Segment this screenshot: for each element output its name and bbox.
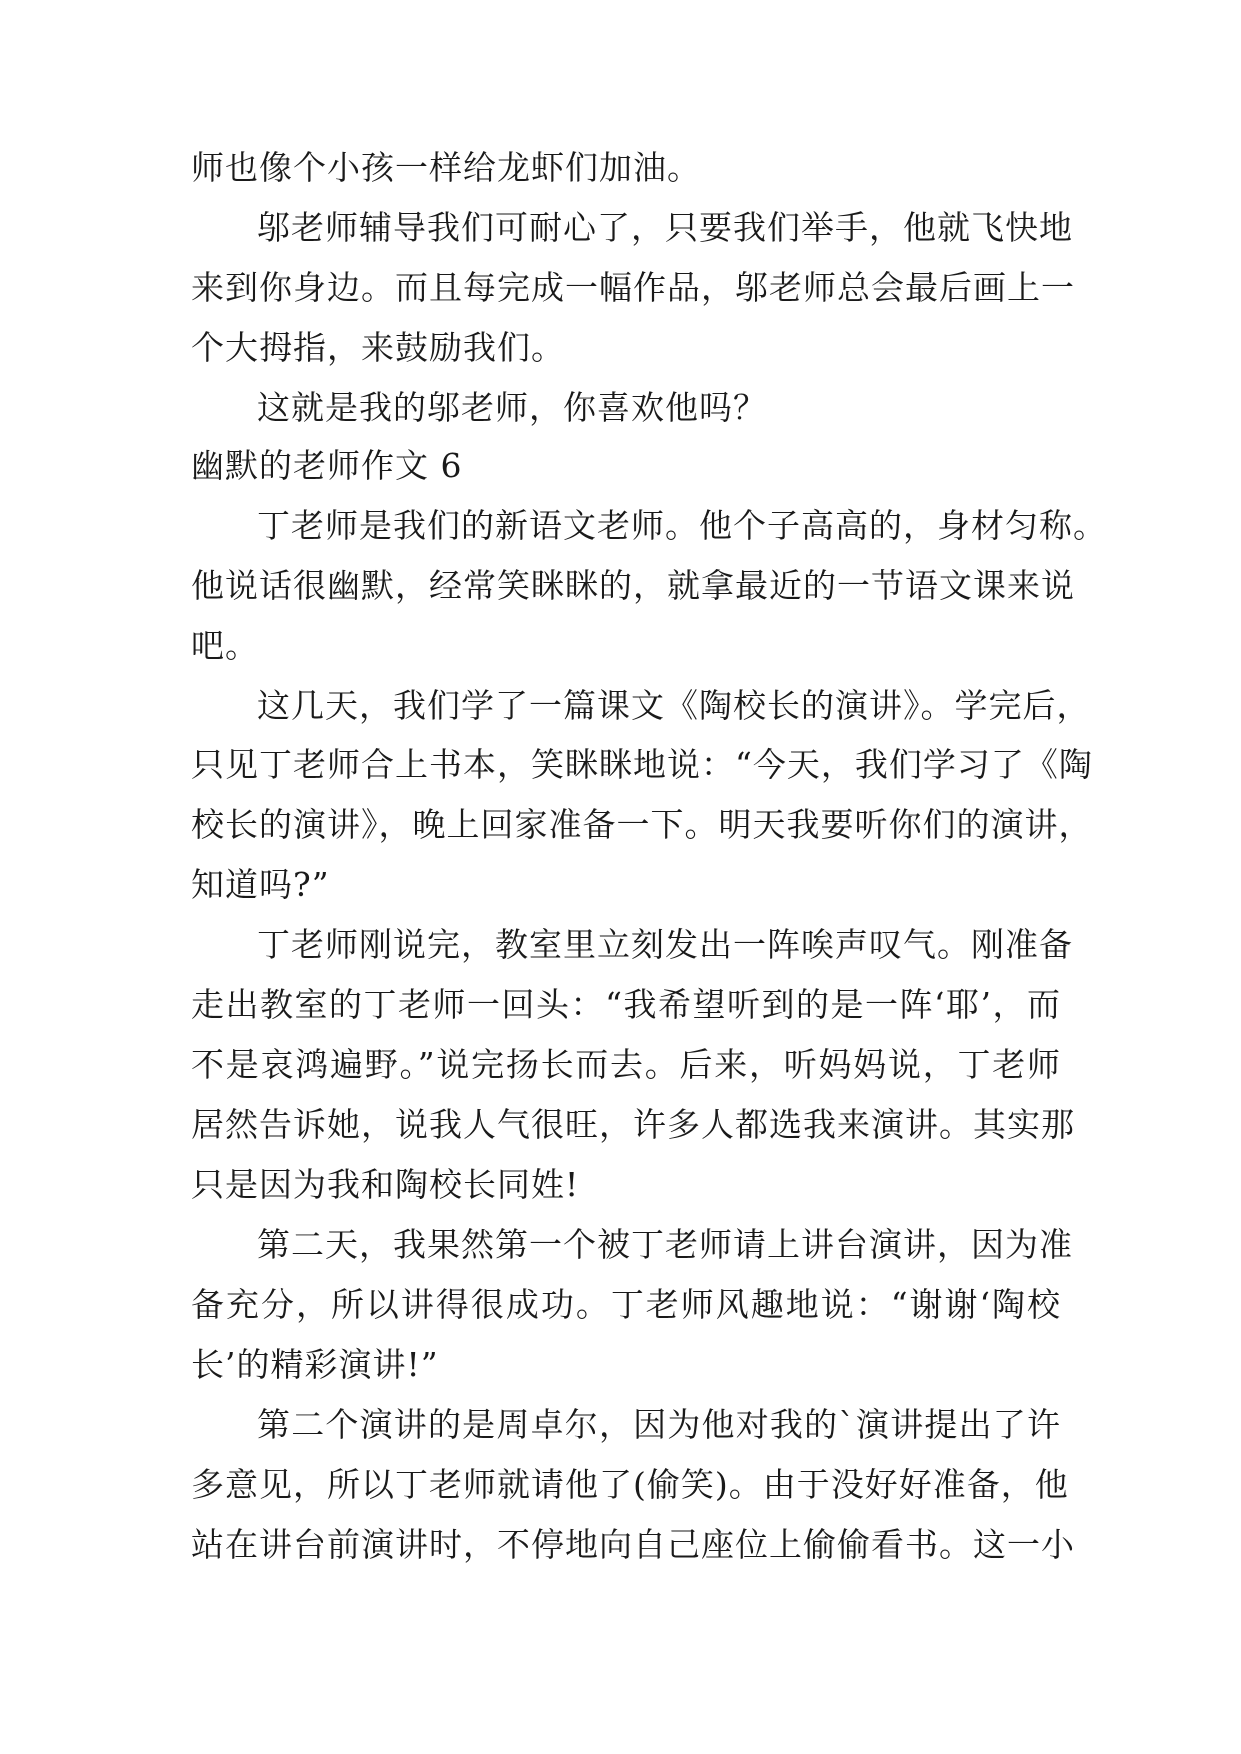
text-line: 丁老师刚说完，教室里立刻发出一阵唉声叹气。刚准备 xyxy=(257,925,1073,964)
text-line: 师也像个小孩一样给龙虾们加油。 xyxy=(191,148,701,187)
text-line: 居然告诉她，说我人气很旺，许多人都选我来演讲。其实那 xyxy=(191,1105,1075,1144)
text-line: 来到你身边。而且每完成一幅作品，邬老师总会最后画上一 xyxy=(191,268,1075,307)
text-line: 站在讲台前演讲时，不停地向自己座位上偷偷看书。这一小 xyxy=(191,1525,1075,1564)
text-line: 这就是我的邬老师，你喜欢他吗？ xyxy=(257,388,767,427)
section-heading: 幽默的老师作文 6 xyxy=(191,446,463,485)
text-line: 第二天，我果然第一个被丁老师请上讲台演讲，因为准 xyxy=(257,1225,1073,1264)
text-line: 备充分，所以讲得很成功。丁老师风趣地说：“谢谢‘陶校 xyxy=(191,1285,1061,1324)
text-line: 个大拇指，来鼓励我们。 xyxy=(191,328,565,367)
text-line: 只是因为我和陶校长同姓! xyxy=(191,1165,580,1204)
text-line: 丁老师是我们的新语文老师。他个子高高的，身材匀称。 xyxy=(257,506,1107,545)
text-line: 吧。 xyxy=(191,626,259,665)
text-line: 长’的精彩演讲!” xyxy=(191,1345,439,1384)
text-line: 他说话很幽默，经常笑眯眯的，就拿最近的一节语文课来说 xyxy=(191,566,1075,605)
text-line: 第二个演讲的是周卓尔，因为他对我的`演讲提出了许 xyxy=(257,1405,1061,1444)
text-line: 多意见，所以丁老师就请他了(偷笑)。由于没好好准备，他 xyxy=(191,1465,1069,1504)
text-line: 走出教室的丁老师一回头：“我希望听到的是一阵‘耶’，而 xyxy=(191,985,1061,1024)
text-line: 邬老师辅导我们可耐心了，只要我们举手，他就飞快地 xyxy=(257,208,1073,247)
text-line: 知道吗?” xyxy=(191,865,330,904)
text-line: 不是哀鸿遍野。”说完扬长而去。后来，听妈妈说，丁老师 xyxy=(191,1045,1061,1084)
text-line: 校长的演讲》，晚上回家准备一下。明天我要听你们的演讲， xyxy=(191,805,1093,844)
text-line: 这几天，我们学了一篇课文《陶校长的演讲》。学完后， xyxy=(257,686,1091,725)
text-line: 只见丁老师合上书本，笑眯眯地说：“今天，我们学习了《陶 xyxy=(191,745,1093,784)
